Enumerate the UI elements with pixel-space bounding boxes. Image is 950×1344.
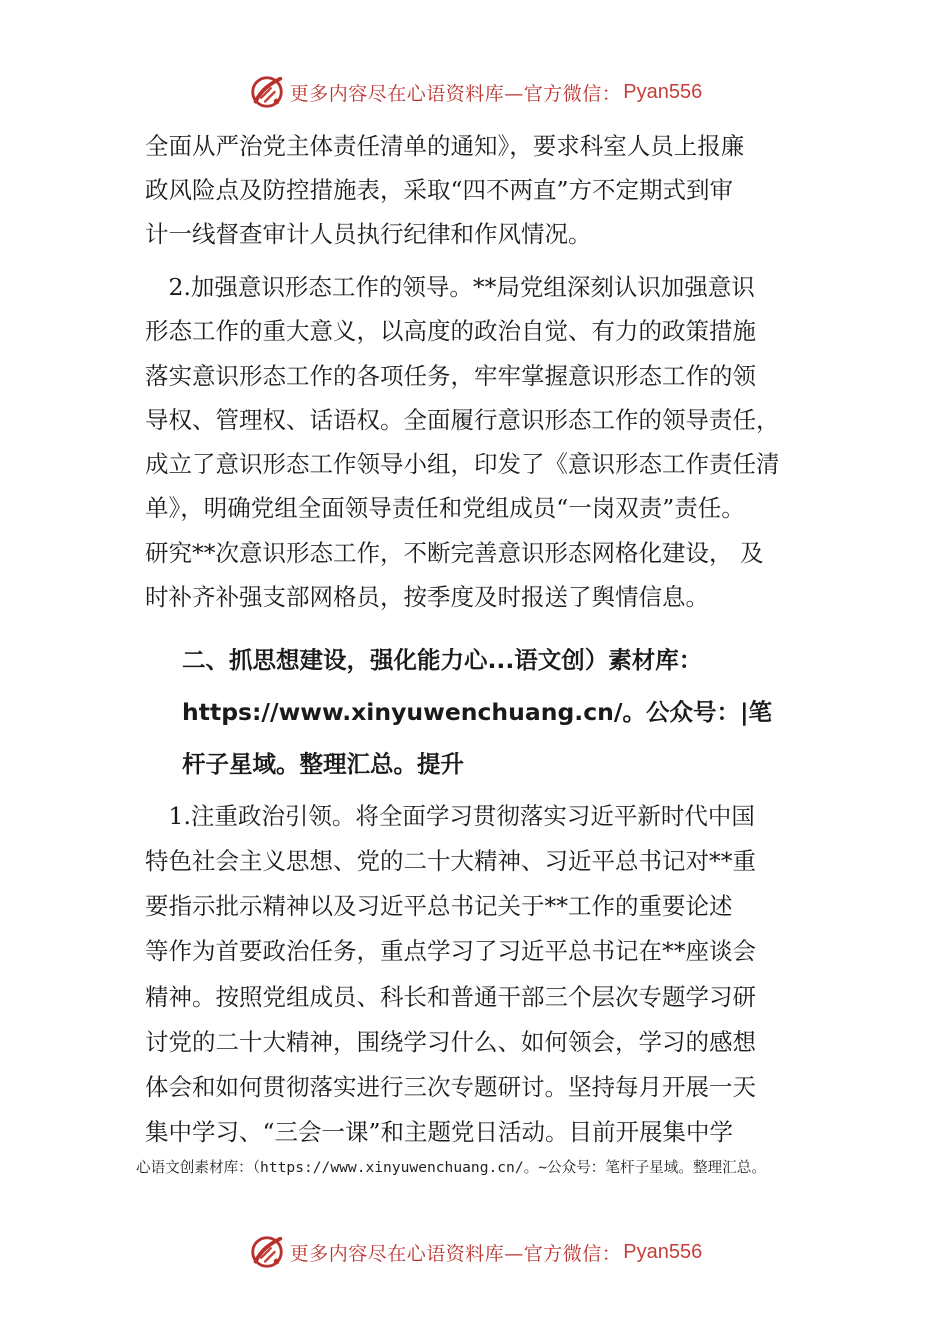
- section-heading: 二、抓思想建设，强化能力心...语文创）素材库：: [182, 646, 703, 674]
- body-line: 体会和如何贯彻落实进行三次专题研讨。坚持每月开展一天: [145, 1073, 756, 1101]
- body-line: 1.注重政治引领。将全面学习贯彻落实习近平新时代中国: [145, 802, 755, 830]
- body-line: 研究**次意识形态工作，不断完善意识形态网格化建设， 及: [145, 539, 764, 567]
- body-line: 精神。按照党组成员、科长和普通干部三个层次专题学习研: [145, 983, 756, 1011]
- body-line: 单》，明确党组全面领导责任和党组成员“一岗双责”责任。: [145, 494, 745, 522]
- bottom-banner: [0, 1230, 950, 1274]
- body-line: 时补齐补强支部网格员，按季度及时报送了舆情信息。: [145, 583, 709, 611]
- body-line: 等作为首要政治任务，重点学习了习近平总书记在**座谈会: [145, 937, 756, 965]
- body-line: 全面从严治党主体责任清单的通知》，要求科室人员上报廉: [145, 132, 745, 160]
- body-line: 政风险点及防控措施表，采取“四不两直”方不定期式到审: [145, 176, 734, 204]
- banner-text: 更多内容尽在心语资料库—官方微信：: [289, 1242, 622, 1265]
- wechat-id: Pyan556: [623, 80, 703, 103]
- body-line: 形态工作的重大意义，以高度的政治自觉、有力的政策措施: [145, 317, 756, 345]
- wechat-id: Pyan556: [623, 1240, 703, 1263]
- section-heading: https://www.xinyuwenchuang.cn/。公众号：|笔: [182, 698, 773, 726]
- body-line: 要指示批示精神以及习近平总书记关于**工作的重要论述: [145, 892, 733, 920]
- body-line: 2.加强意识形态工作的领导。**局党组深刻认识加强意识: [145, 273, 755, 301]
- brush-seal-logo-icon: [248, 1233, 286, 1271]
- section-heading: 杆子星域。整理汇总。提升: [182, 750, 464, 778]
- body-line: 讨党的二十大精神，围绕学习什么、如何领会，学习的感想: [145, 1028, 756, 1056]
- body-line: 计一线督查审计人员执行纪律和作风情况。: [145, 220, 592, 248]
- footer-note: 心语文创素材库：（https://www.xinyuwenchuang.cn/。~公众号：笔杆子星域。整理汇总。: [136, 1159, 766, 1176]
- banner-text: 更多内容尽在心语资料库—官方微信：: [289, 82, 622, 105]
- body-line: 导权、管理权、话语权。全面履行意识形态工作的领导责任，: [145, 406, 780, 434]
- body-line: 落实意识形态工作的各项任务，牢牢掌握意识形态工作的领: [145, 362, 756, 390]
- body-line: 集中学习、“三会一课”和主题党日活动。目前开展集中学: [145, 1118, 734, 1146]
- body-line: 成立了意识形态工作领导小组，印发了《意识形态工作责任清: [145, 450, 780, 478]
- body-line: 特色社会主义思想、党的二十大精神、习近平总书记对**重: [145, 847, 756, 875]
- brush-seal-logo-icon: [248, 73, 286, 111]
- top-banner: [0, 70, 950, 114]
